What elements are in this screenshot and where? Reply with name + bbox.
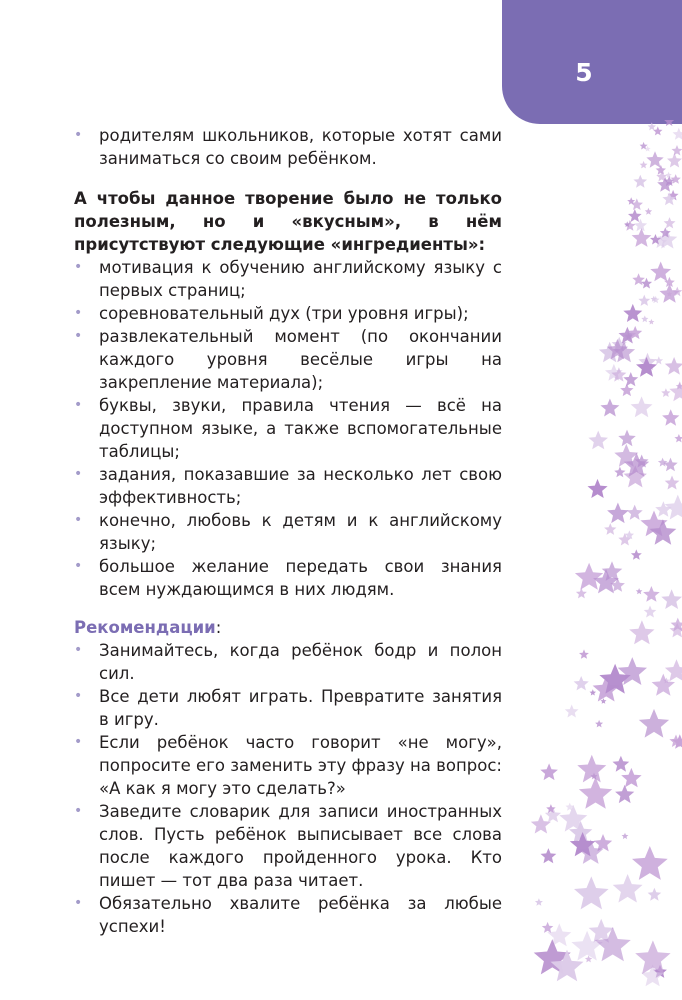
star-icon	[648, 888, 662, 901]
recommendations-heading	[74, 616, 502, 639]
star-icon	[629, 620, 654, 644]
star-icon	[663, 458, 677, 472]
star-icon	[662, 409, 679, 426]
page-content	[74, 124, 502, 938]
star-icon	[664, 217, 676, 228]
ingredients-list	[74, 256, 502, 601]
star-icon	[661, 388, 670, 397]
star-icon	[588, 431, 608, 450]
star-icon	[660, 284, 680, 303]
star-icon	[672, 145, 682, 156]
star-icon	[613, 756, 630, 772]
star-icon	[565, 705, 579, 718]
star-icon	[658, 458, 668, 467]
star-icon	[638, 295, 650, 306]
star-icon	[604, 523, 616, 535]
star-icon	[614, 467, 625, 478]
star-icon	[655, 356, 664, 364]
star-icon	[632, 228, 652, 247]
star-icon	[535, 898, 543, 906]
star-icon	[607, 503, 629, 524]
star-icon	[661, 589, 682, 609]
star-icon	[574, 876, 609, 909]
stars-decoration	[510, 120, 682, 1000]
star-icon	[646, 151, 663, 167]
star-icon	[652, 296, 660, 303]
star-icon	[623, 304, 642, 322]
star-icon	[645, 146, 651, 152]
star-icon	[627, 505, 643, 520]
star-icon	[656, 165, 666, 175]
star-icon	[665, 172, 671, 178]
star-icon	[540, 763, 558, 780]
star-icon	[577, 755, 606, 783]
star-icon	[645, 208, 652, 215]
star-icon	[634, 219, 647, 232]
star-icon	[541, 848, 557, 863]
star-icon	[636, 588, 643, 594]
star-icon	[648, 319, 654, 325]
star-icon	[641, 316, 648, 323]
star-icon	[579, 777, 612, 809]
star-icon	[674, 434, 682, 442]
list-item: • Обязательно хвалите ребёнка за любые успехи!	[74, 892, 502, 938]
star-icon	[648, 123, 656, 131]
recommendations-list	[74, 639, 502, 938]
recommendations-heading-text: Рекомендации	[74, 618, 216, 637]
star-icon	[650, 262, 671, 282]
star-icon	[643, 586, 660, 602]
star-icon	[633, 175, 647, 188]
star-icon	[615, 785, 634, 803]
star-icon	[621, 768, 641, 787]
star-icon	[618, 430, 636, 447]
list-item: • развлекательный момент (по окончании каждого уровня весёлые игры на закрепление материала);	[74, 325, 502, 394]
star-icon	[576, 588, 587, 599]
star-icon	[639, 709, 669, 738]
ingredients-intro: А чтобы данное творение было не только полезным, но и «вкусным», в нём присутствуют следующие «ингредиенты»:	[74, 189, 502, 254]
page-number: 5	[575, 58, 593, 87]
star-icon	[613, 874, 643, 903]
star-icon	[667, 153, 682, 167]
list-item: • Если ребёнок часто говорит «не могу», попросите его заменить эту фразу на вопрос: «А как я могу это сделать?»	[74, 731, 502, 800]
list-item: • конечно, любовь к детям и к английскому языку;	[74, 509, 502, 555]
star-icon	[664, 120, 675, 126]
audience-list	[74, 124, 502, 170]
star-icon	[600, 399, 619, 417]
list-item: • соревновательный дух (три уровня игры);	[74, 302, 502, 325]
star-icon	[623, 372, 638, 386]
list-item: • большое желание передать свои знания всем нуждающимся в них людям.	[74, 555, 502, 601]
star-icon	[673, 128, 682, 140]
star-icon	[628, 209, 642, 222]
star-icon	[665, 476, 680, 490]
star-icon	[665, 659, 682, 681]
star-icon	[574, 676, 589, 690]
star-icon	[590, 689, 597, 695]
star-icon	[653, 126, 662, 135]
star-icon	[640, 161, 648, 169]
recommendations-heading-colon: :	[215, 618, 222, 637]
star-icon	[542, 922, 554, 933]
star-icon	[575, 563, 603, 590]
star-icon	[631, 396, 653, 417]
star-icon	[622, 833, 629, 839]
star-icon	[595, 720, 603, 728]
star-icon	[665, 357, 682, 375]
star-icon	[579, 649, 589, 658]
list-item: • буквы, звуки, правила чтения — всё на доступном языке, а также вспомогательные таблицы;	[74, 394, 502, 463]
list-item: • Все дети любят играть. Превратите занятия в игру.	[74, 685, 502, 731]
list-item: • Заведите словарик для записи иностранных слов. Пусть ребёнок выписывает все слова после каждого пройденного урока. Кто пишет — тот два раза читает.	[74, 800, 502, 892]
star-icon	[631, 549, 642, 559]
star-icon	[531, 814, 551, 833]
star-icon	[644, 606, 657, 618]
star-icon	[655, 501, 671, 517]
star-icon	[632, 846, 668, 880]
list-item: • родителям школьников, которые хотят сами заниматься со своим ребёнком.	[74, 124, 502, 170]
star-icon	[588, 479, 608, 498]
list-item: • Занимайтесь, когда ребёнок бодр и полон сил.	[74, 639, 502, 685]
list-item: • мотивация к обучению английскому языку с первых страниц;	[74, 256, 502, 302]
list-item: • задания, показавшие за несколько лет свою эффективность;	[74, 463, 502, 509]
